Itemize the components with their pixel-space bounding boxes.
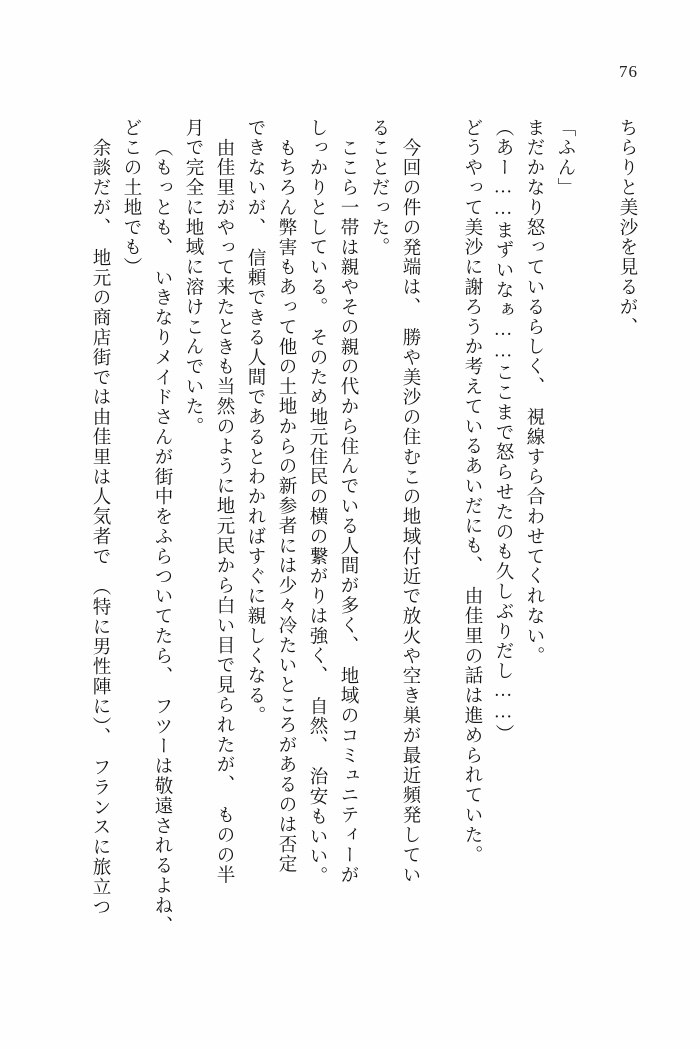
text-line: ここら一帯は親やその親の代から住んでいる人間が多く、 地域のコミュニティーが (338, 138, 358, 885)
text-line: しっかりとしている。 そのため地元住民の横の繋がりは強く、 自然、 治安もいい。 (307, 118, 327, 887)
text-line: 「ふん」 (555, 118, 575, 198)
text-line: ることだった。 (369, 118, 389, 258)
text-line: できないが、 信頼できる人間であるとわかればすぐに親しくなる。 (245, 118, 265, 726)
text-line: もちろん弊害もあって他の土地からの新参者には少々冷たいところがあるのは否定 (276, 138, 296, 875)
text-line (425, 118, 456, 998)
text-line: どこの土地でも） (121, 118, 141, 278)
text-line (580, 118, 611, 998)
text-line: どうやって美沙に謝ろうか考えているあいだにも、 由佳里の話は進められていた。 (462, 118, 482, 865)
text-line: 今回の件の発端は、 勝や美沙の住むこの地域付近で放火や空き巣が最近頻発してい (400, 138, 420, 885)
text-line: 余談だが、 地元の商店街では由佳里は人気者で （特に男性陣に）、 フランスに旅立つ (90, 138, 110, 917)
vertical-text-body (58, 118, 642, 998)
text-line: （もっとも、 いきなりメイドさんが街中をふらついてたら、 フツーは敬遠されるよね、 (152, 138, 172, 936)
text-line: まだかなり怒っているらしく、 視線すら合わせてくれない。 (524, 118, 544, 666)
text-line: 月で完全に地域に溶けこんでいた。 (183, 118, 203, 437)
text-line: ちらりと美沙を見るが、 (617, 118, 637, 337)
text-line: 由佳里がやって来たときも当然のように地元民から白い目で見られたが、 ものの半 (214, 138, 234, 885)
page-number: 76 (619, 62, 638, 81)
text-line: （あー……まずいなぁ……ここまで怒らせたのも久しぶりだし……） (493, 118, 513, 744)
